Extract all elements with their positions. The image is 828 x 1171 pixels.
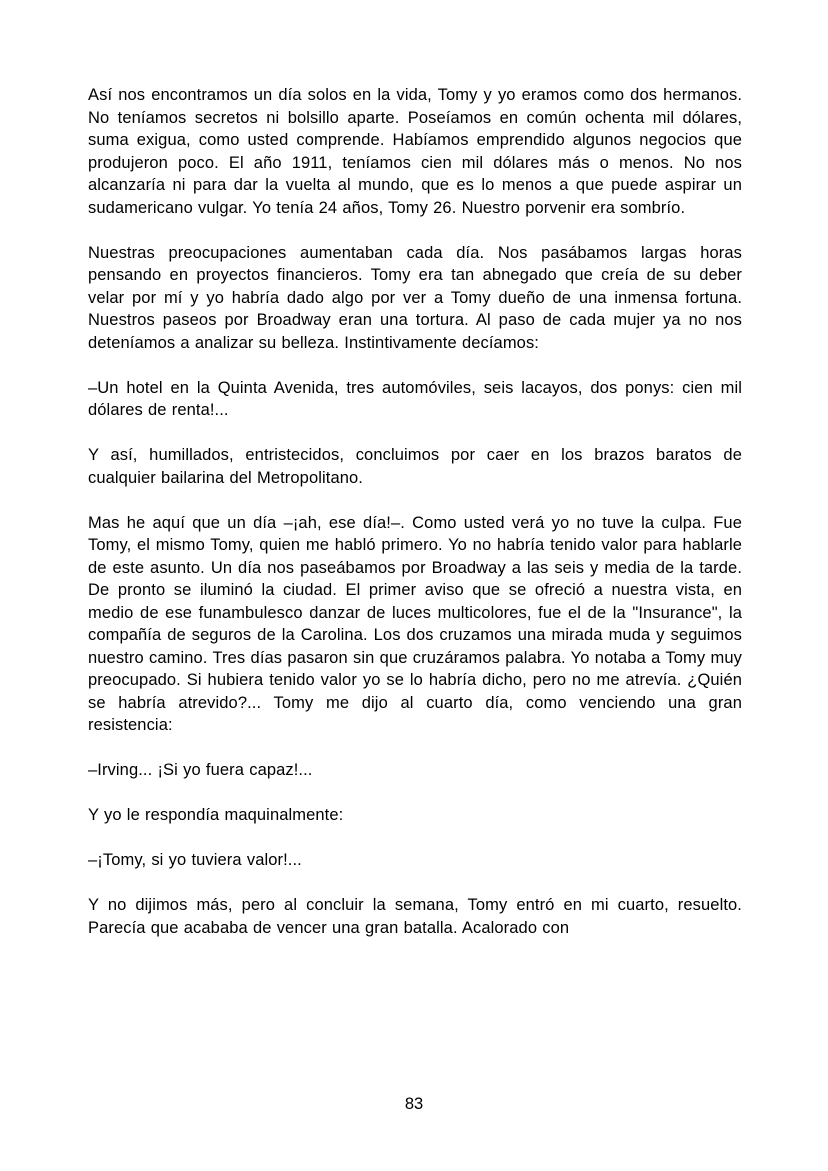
paragraph-3-dialogue: –Un hotel en la Quinta Avenida, tres automóviles, seis lacayos, dos ponys: cien mil dólares de renta!...: [88, 378, 742, 419]
text-column: [88, 84, 742, 962]
paragraph-1: Así nos encontramos un día solos en la vida, Tomy y yo eramos como dos hermanos. No teníamos secretos ni bolsillo aparte. Poseíamos en común ochenta mil dólares, suma exigua, como usted comprende. Habíamos emprendido algunos negocios que produjeron poco. El año 1911, teníamos cien mil dólares más o menos. No nos alcanzaría ni para dar la vuelta al mundo, que es lo menos a que puede aspirar un sudamericano vulgar. Yo tenía 24 años, Tomy 26. Nuestro porvenir era sombrío.: [88, 86, 742, 217]
paragraph-6-dialogue: –Irving... ¡Si yo fuera capaz!...: [88, 761, 313, 779]
paragraph-2: Nuestras preocupaciones aumentaban cada día. Nos pasábamos largas horas pensando en proyectos financieros. Tomy era tan abnegado que creía de su deber velar por mí y yo habría dado algo por ver a Tomy dueño de una inmensa fortuna. Nuestros paseos por Broadway eran una tortura. Al paso de cada mujer ya no nos deteníamos a analizar su belleza. Instintivamente decíamos:: [88, 243, 742, 352]
page-number: 83: [404, 1095, 424, 1113]
paragraph-7: Y yo le respondía maquinalmente:: [88, 806, 344, 824]
paragraph-8-dialogue: –¡Tomy, si yo tuviera valor!...: [88, 851, 302, 869]
paragraph-9: Y no dijimos más, pero al concluir la semana, Tomy entró en mi cuarto, resuelto. Parecía que acababa de vencer una gran batalla. Acalorado con: [88, 896, 742, 937]
paragraph-4: Y así, humillados, entristecidos, concluimos por caer en los brazos baratos de cualquier bailarina del Metropolitano.: [88, 446, 742, 487]
paragraph-5: Mas he aquí que un día –¡ah, ese día!–. Como usted verá yo no tuve la culpa. Fue Tomy, el mismo Tomy, quien me habló primero. Yo no habría tenido valor para hablarle de este asunto. Un día nos paseábamos por Broadway a las seis y media de la tarde. De pronto se iluminó la ciudad. El primer aviso que se ofreció a nuestra vista, en medio de ese funambulesco danzar de luces multicolores, fue el de la "Insurance", la compañía de seguros de la Carolina. Los dos cruzamos una mirada muda y seguimos nuestro camino. Tres días pasaron sin que cruzáramos palabra. Yo notaba a Tomy muy preocupado. Si hubiera tenido valor yo se lo habría dicho, pero no me atrevía. ¿Quién se habría atrevido?... Tomy me dijo al cuarto día, como venciendo una gran resistencia:: [88, 513, 742, 734]
